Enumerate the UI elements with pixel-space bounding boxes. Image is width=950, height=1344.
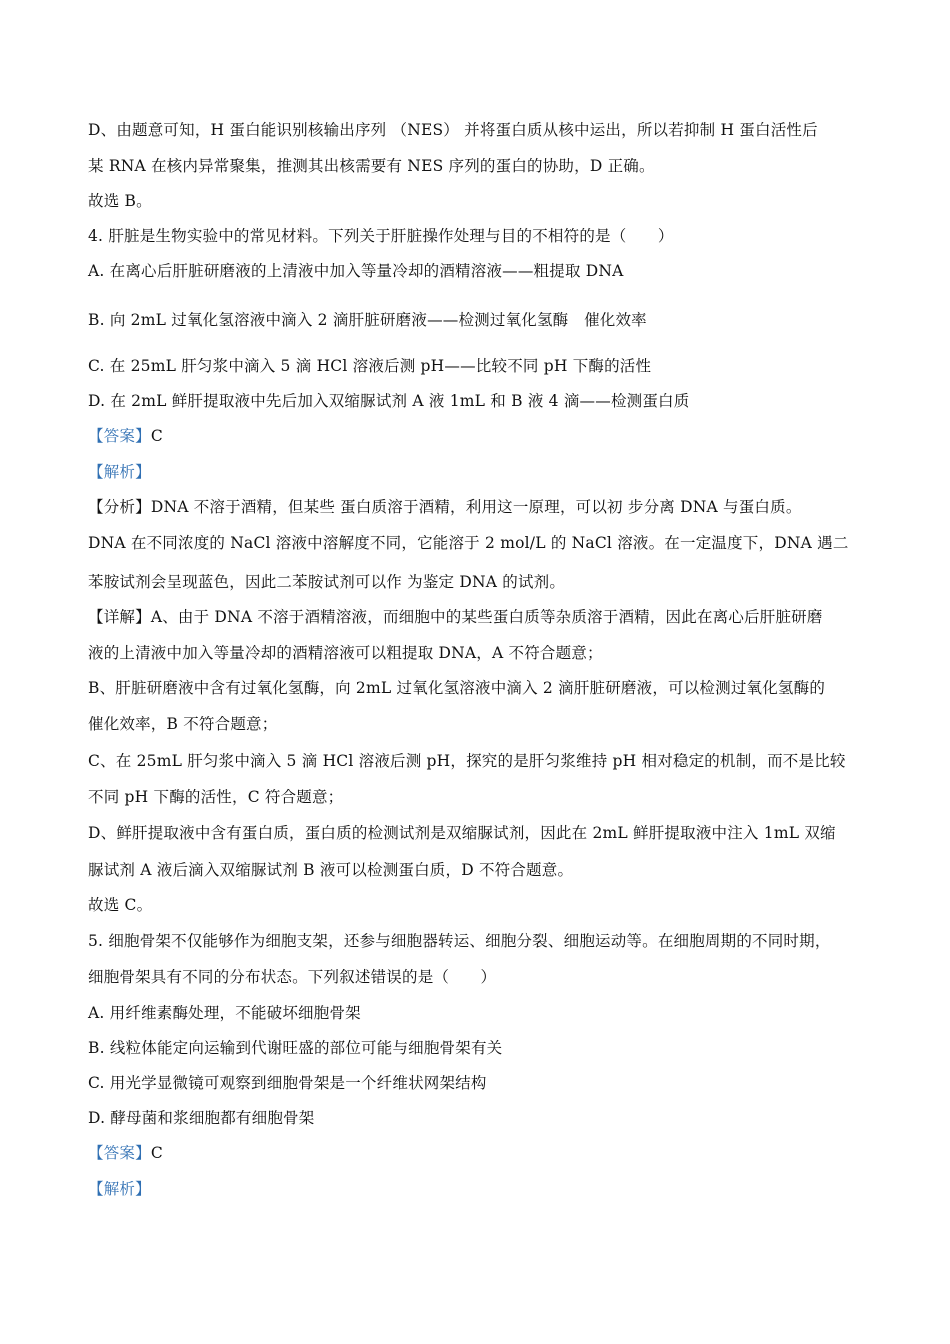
question-stem: 5. 细胞骨架不仅能够作为细胞支架，还参与细胞器转运、细胞分裂、细胞运动等。在细胞周期的不同时期， (88, 932, 831, 950)
analysis-label: 【分析】 (88, 498, 151, 516)
text-line: B、肝脏研磨液中含有过氧化氢酶，向 2mL 过氧化氢溶液中滴入 2 滴肝脏研磨液，可以检测过氧化氢酶的 (88, 679, 826, 697)
analysis-heading (88, 462, 151, 482)
option-b: B. 向 2mL 过氧化氢溶液中滴入 2 滴肝脏研磨液——检测过氧化氢酶 催化效率 (88, 311, 647, 329)
option-a: A. 用纤维素酶处理，不能破坏细胞骨架 (88, 1004, 361, 1022)
answer-line: 【答案】C (88, 1144, 163, 1162)
text-line: 故选 B。 (88, 192, 152, 210)
text-line: 细胞骨架具有不同的分布状态。下列叙述错误的是（ ） (88, 968, 497, 986)
text-line: 某 RNA 在核内异常聚集，推测其出核需要有 NES 序列的蛋白的协助，D 正确。 (88, 157, 655, 175)
analysis-tag: 【解析】 (88, 1180, 151, 1198)
option-d: D. 在 2mL 鲜肝提取液中先后加入双缩脲试剂 A 液 1mL 和 B 液 4 滴——检测蛋白质 (88, 392, 690, 410)
detail-label: 【详解】 (88, 608, 151, 626)
answer-line: 【答案】C (88, 427, 163, 445)
option-d: D. 酵母菌和浆细胞都有细胞骨架 (88, 1109, 315, 1127)
text-line: D、由题意可知，H 蛋白能识别核输出序列 （NES） 并将蛋白质从核中运出，所以若抑制 H 蛋白活性后 (88, 121, 818, 139)
text-line: 苯胺试剂会呈现蓝色，因此二苯胺试剂可以作 为鉴定 DNA 的试剂。 (88, 573, 566, 591)
analysis-tag: 【解析】 (88, 463, 151, 481)
text-line: 【详解】A、由于 DNA 不溶于酒精溶液，而细胞中的某些蛋白质等杂质溶于酒精，因此在离心后肝脏研磨 (88, 608, 823, 626)
text-line: D、鲜肝提取液中含有蛋白质，蛋白质的检测试剂是双缩脲试剂，因此在 2mL 鲜肝提取液中注入 1mL 双缩 (88, 824, 836, 842)
option-c: C. 在 25mL 肝匀浆中滴入 5 滴 HCl 溶液后测 pH——比较不同 pH 下酶的活性 (88, 357, 652, 375)
option-a: A. 在离心后肝脏研磨液的上清液中加入等量冷却的酒精溶液——粗提取 DNA (88, 262, 624, 280)
text-line: 故选 C。 (88, 896, 153, 914)
answer-tag: 【答案】 (88, 427, 151, 445)
text-line: 【分析】DNA 不溶于酒精，但某些 蛋白质溶于酒精，利用这一原理，可以初 步分离 DNA 与蛋白质。 (88, 498, 802, 516)
text-line: 不同 pH 下酶的活性，C 符合题意； (88, 788, 344, 806)
option-c: C. 用光学显微镜可观察到细胞骨架是一个纤维状网架结构 (88, 1074, 487, 1092)
option-b: B. 线粒体能定向运输到代谢旺盛的部位可能与细胞骨架有关 (88, 1039, 503, 1057)
text-line: 脲试剂 A 液后滴入双缩脲试剂 B 液可以检测蛋白质，D 不符合题意。 (88, 861, 574, 879)
question-stem: 4. 肝脏是生物实验中的常见材料。下列关于肝脏操作处理与目的不相符的是（ ） (88, 227, 674, 245)
answer-tag: 【答案】 (88, 1144, 151, 1162)
text-line: DNA 在不同浓度的 NaCl 溶液中溶解度不同，它能溶于 2 mol/L 的 NaCl 溶液。在一定温度下，DNA 遇二 (88, 534, 849, 552)
text-line: C、在 25mL 肝匀浆中滴入 5 滴 HCl 溶液后测 pH，探究的是肝匀浆维持 pH 相对稳定的机制，而不是比较 (88, 752, 846, 770)
text-line: 催化效率，B 不符合题意； (88, 715, 278, 733)
text-line: 液的上清液中加入等量冷却的酒精溶液可以粗提取 DNA，A 不符合题意； (88, 644, 603, 662)
analysis-heading (88, 1179, 151, 1199)
